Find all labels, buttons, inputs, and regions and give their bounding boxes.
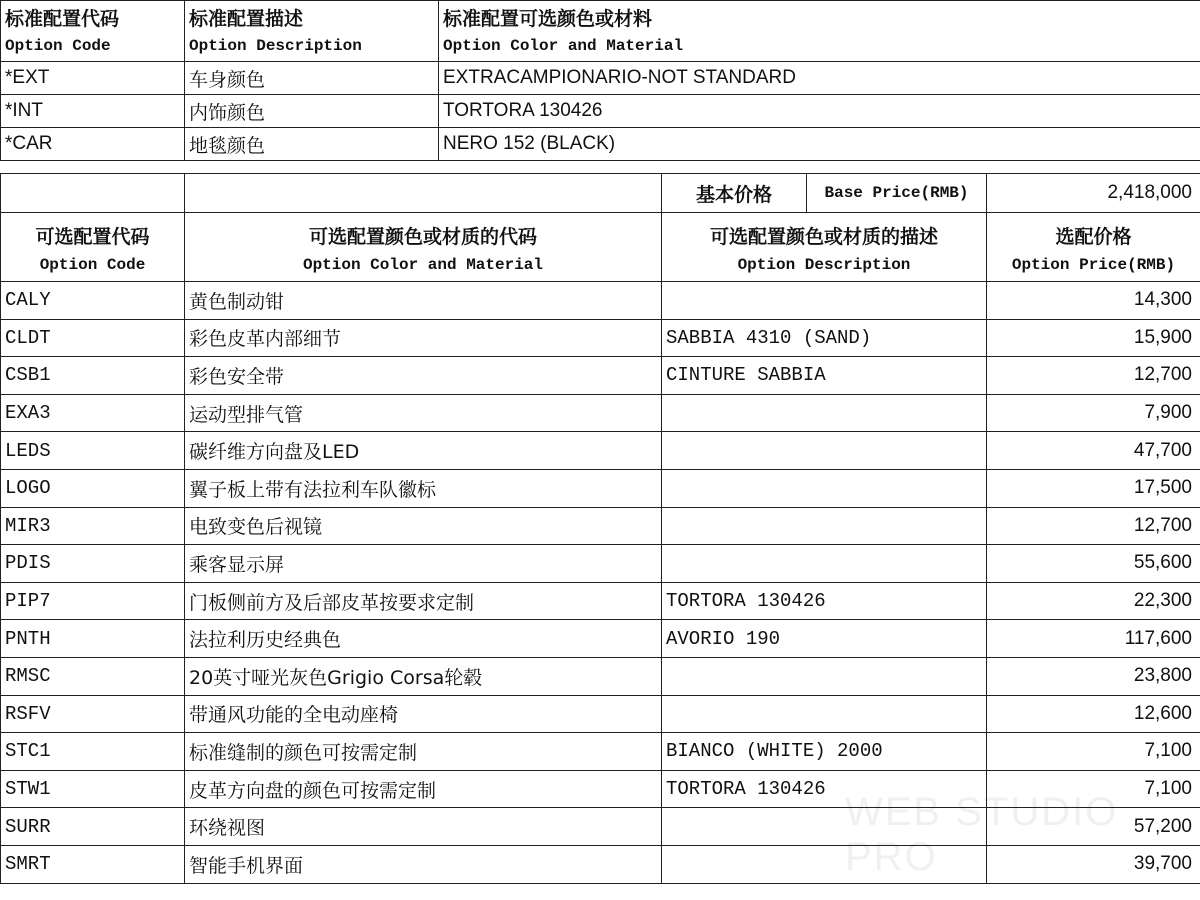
option-name: 20英寸哑光灰色Grigio Corsa轮毂: [185, 657, 662, 695]
option-price: 47,700: [987, 432, 1200, 470]
option-price: 7,100: [987, 770, 1200, 808]
std-desc-header-en: Option Description: [185, 31, 439, 62]
std-color-header-en: Option Color and Material: [439, 31, 1200, 62]
opt-price-header-en: Option Price(RMB): [987, 249, 1200, 282]
std-color: TORTORA 130426: [439, 95, 1200, 128]
option-name: 黄色制动钳: [185, 282, 662, 320]
option-row: [1, 394, 1200, 432]
base-price-label-cn: 基本价格: [662, 174, 807, 213]
option-row: [1, 657, 1200, 695]
option-name: 彩色皮革内部细节: [185, 319, 662, 357]
opt-price-header-cn: 选配价格: [987, 213, 1200, 250]
option-code: SMRT: [1, 845, 185, 883]
option-code: LEDS: [1, 432, 185, 470]
option-row: [1, 695, 1200, 733]
option-name: 电致变色后视镜: [185, 507, 662, 545]
std-desc-header-cn: 标准配置描述: [185, 1, 439, 32]
option-row: [1, 469, 1200, 507]
option-name: 门板侧前方及后部皮革按要求定制: [185, 582, 662, 620]
opt-color-header-en: Option Color and Material: [185, 249, 662, 282]
option-price: 17,500: [987, 469, 1200, 507]
option-code: EXA3: [1, 394, 185, 432]
option-price: 7,100: [987, 733, 1200, 771]
option-row: [1, 319, 1200, 357]
standard-header-cn-row: [1, 1, 1200, 32]
option-desc: SABBIA 4310 (SAND): [662, 319, 987, 357]
option-desc: AVORIO 190: [662, 620, 987, 658]
std-desc: 内饰颜色: [185, 95, 439, 128]
std-code: *CAR: [1, 128, 185, 161]
option-name: 乘客显示屏: [185, 545, 662, 583]
option-code: RMSC: [1, 657, 185, 695]
option-name: 环绕视图: [185, 808, 662, 846]
option-name: 皮革方向盘的颜色可按需定制: [185, 770, 662, 808]
std-code-header-en: Option Code: [1, 31, 185, 62]
option-row: [1, 733, 1200, 771]
options-header-cn-row: [1, 213, 1200, 250]
option-name: 智能手机界面: [185, 845, 662, 883]
std-code: *INT: [1, 95, 185, 128]
option-price: 12,700: [987, 357, 1200, 395]
option-desc: [662, 657, 987, 695]
option-code: STC1: [1, 733, 185, 771]
option-price: 39,700: [987, 845, 1200, 883]
option-code: LOGO: [1, 469, 185, 507]
option-price: 15,900: [987, 319, 1200, 357]
option-desc: [662, 545, 987, 583]
option-code: CALY: [1, 282, 185, 320]
option-name: 碳纤维方向盘及LED: [185, 432, 662, 470]
std-color-header-cn: 标准配置可选颜色或材料: [439, 1, 1200, 32]
option-row: [1, 282, 1200, 320]
option-name: 彩色安全带: [185, 357, 662, 395]
opt-code-header-cn: 可选配置代码: [1, 213, 185, 250]
option-price: 22,300: [987, 582, 1200, 620]
option-code: MIR3: [1, 507, 185, 545]
option-desc: CINTURE SABBIA: [662, 357, 987, 395]
option-desc: BIANCO (WHITE) 2000: [662, 733, 987, 771]
option-code: SURR: [1, 808, 185, 846]
option-price: 57,200: [987, 808, 1200, 846]
std-color: EXTRACAMPIONARIO-NOT STANDARD: [439, 62, 1200, 95]
option-desc: TORTORA 130426: [662, 582, 987, 620]
option-row: [1, 582, 1200, 620]
option-row: [1, 507, 1200, 545]
option-price: 55,600: [987, 545, 1200, 583]
option-price: 117,600: [987, 620, 1200, 658]
option-row: [1, 545, 1200, 583]
option-row: [1, 432, 1200, 470]
option-desc: [662, 282, 987, 320]
option-desc: [662, 469, 987, 507]
option-code: STW1: [1, 770, 185, 808]
option-row: [1, 620, 1200, 658]
std-desc: 车身颜色: [185, 62, 439, 95]
standard-config-table: [0, 0, 1200, 161]
option-code: PDIS: [1, 545, 185, 583]
std-color: NERO 152 (BLACK): [439, 128, 1200, 161]
standard-row: [1, 128, 1200, 161]
base-price-label-en: Base Price(RMB): [807, 174, 987, 213]
option-price: 14,300: [987, 282, 1200, 320]
base-price-row: [1, 174, 1200, 213]
std-code: *EXT: [1, 62, 185, 95]
std-desc: 地毯颜色: [185, 128, 439, 161]
watermark: WEB STUDIO PRO: [845, 790, 1119, 879]
option-price: 23,800: [987, 657, 1200, 695]
standard-header-en-row: [1, 31, 1200, 62]
option-name: 标准缝制的颜色可按需定制: [185, 733, 662, 771]
option-name: 翼子板上带有法拉利车队徽标: [185, 469, 662, 507]
option-desc: TORTORA 130426: [662, 770, 987, 808]
standard-row: [1, 95, 1200, 128]
opt-desc-header-cn: 可选配置颜色或材质的描述: [662, 213, 987, 250]
std-code-header-cn: 标准配置代码: [1, 1, 185, 32]
option-code: PIP7: [1, 582, 185, 620]
option-desc: [662, 432, 987, 470]
option-code: CSB1: [1, 357, 185, 395]
standard-row: [1, 62, 1200, 95]
option-desc: [662, 507, 987, 545]
opt-color-header-cn: 可选配置颜色或材质的代码: [185, 213, 662, 250]
option-row: [1, 357, 1200, 395]
base-price-value: 2,418,000: [987, 174, 1200, 213]
opt-code-header-en: Option Code: [1, 249, 185, 282]
option-code: CLDT: [1, 319, 185, 357]
options-header-en-row: [1, 249, 1200, 282]
opt-desc-header-en: Option Description: [662, 249, 987, 282]
option-name: 带通风功能的全电动座椅: [185, 695, 662, 733]
base-empty-cell: [1, 174, 185, 213]
option-desc: [662, 394, 987, 432]
options-table: [0, 173, 1200, 884]
option-code: RSFV: [1, 695, 185, 733]
base-empty-cell: [185, 174, 662, 213]
option-desc: [662, 695, 987, 733]
option-name: 运动型排气管: [185, 394, 662, 432]
option-name: 法拉利历史经典色: [185, 620, 662, 658]
option-price: 12,700: [987, 507, 1200, 545]
option-price: 7,900: [987, 394, 1200, 432]
option-code: PNTH: [1, 620, 185, 658]
option-price: 12,600: [987, 695, 1200, 733]
